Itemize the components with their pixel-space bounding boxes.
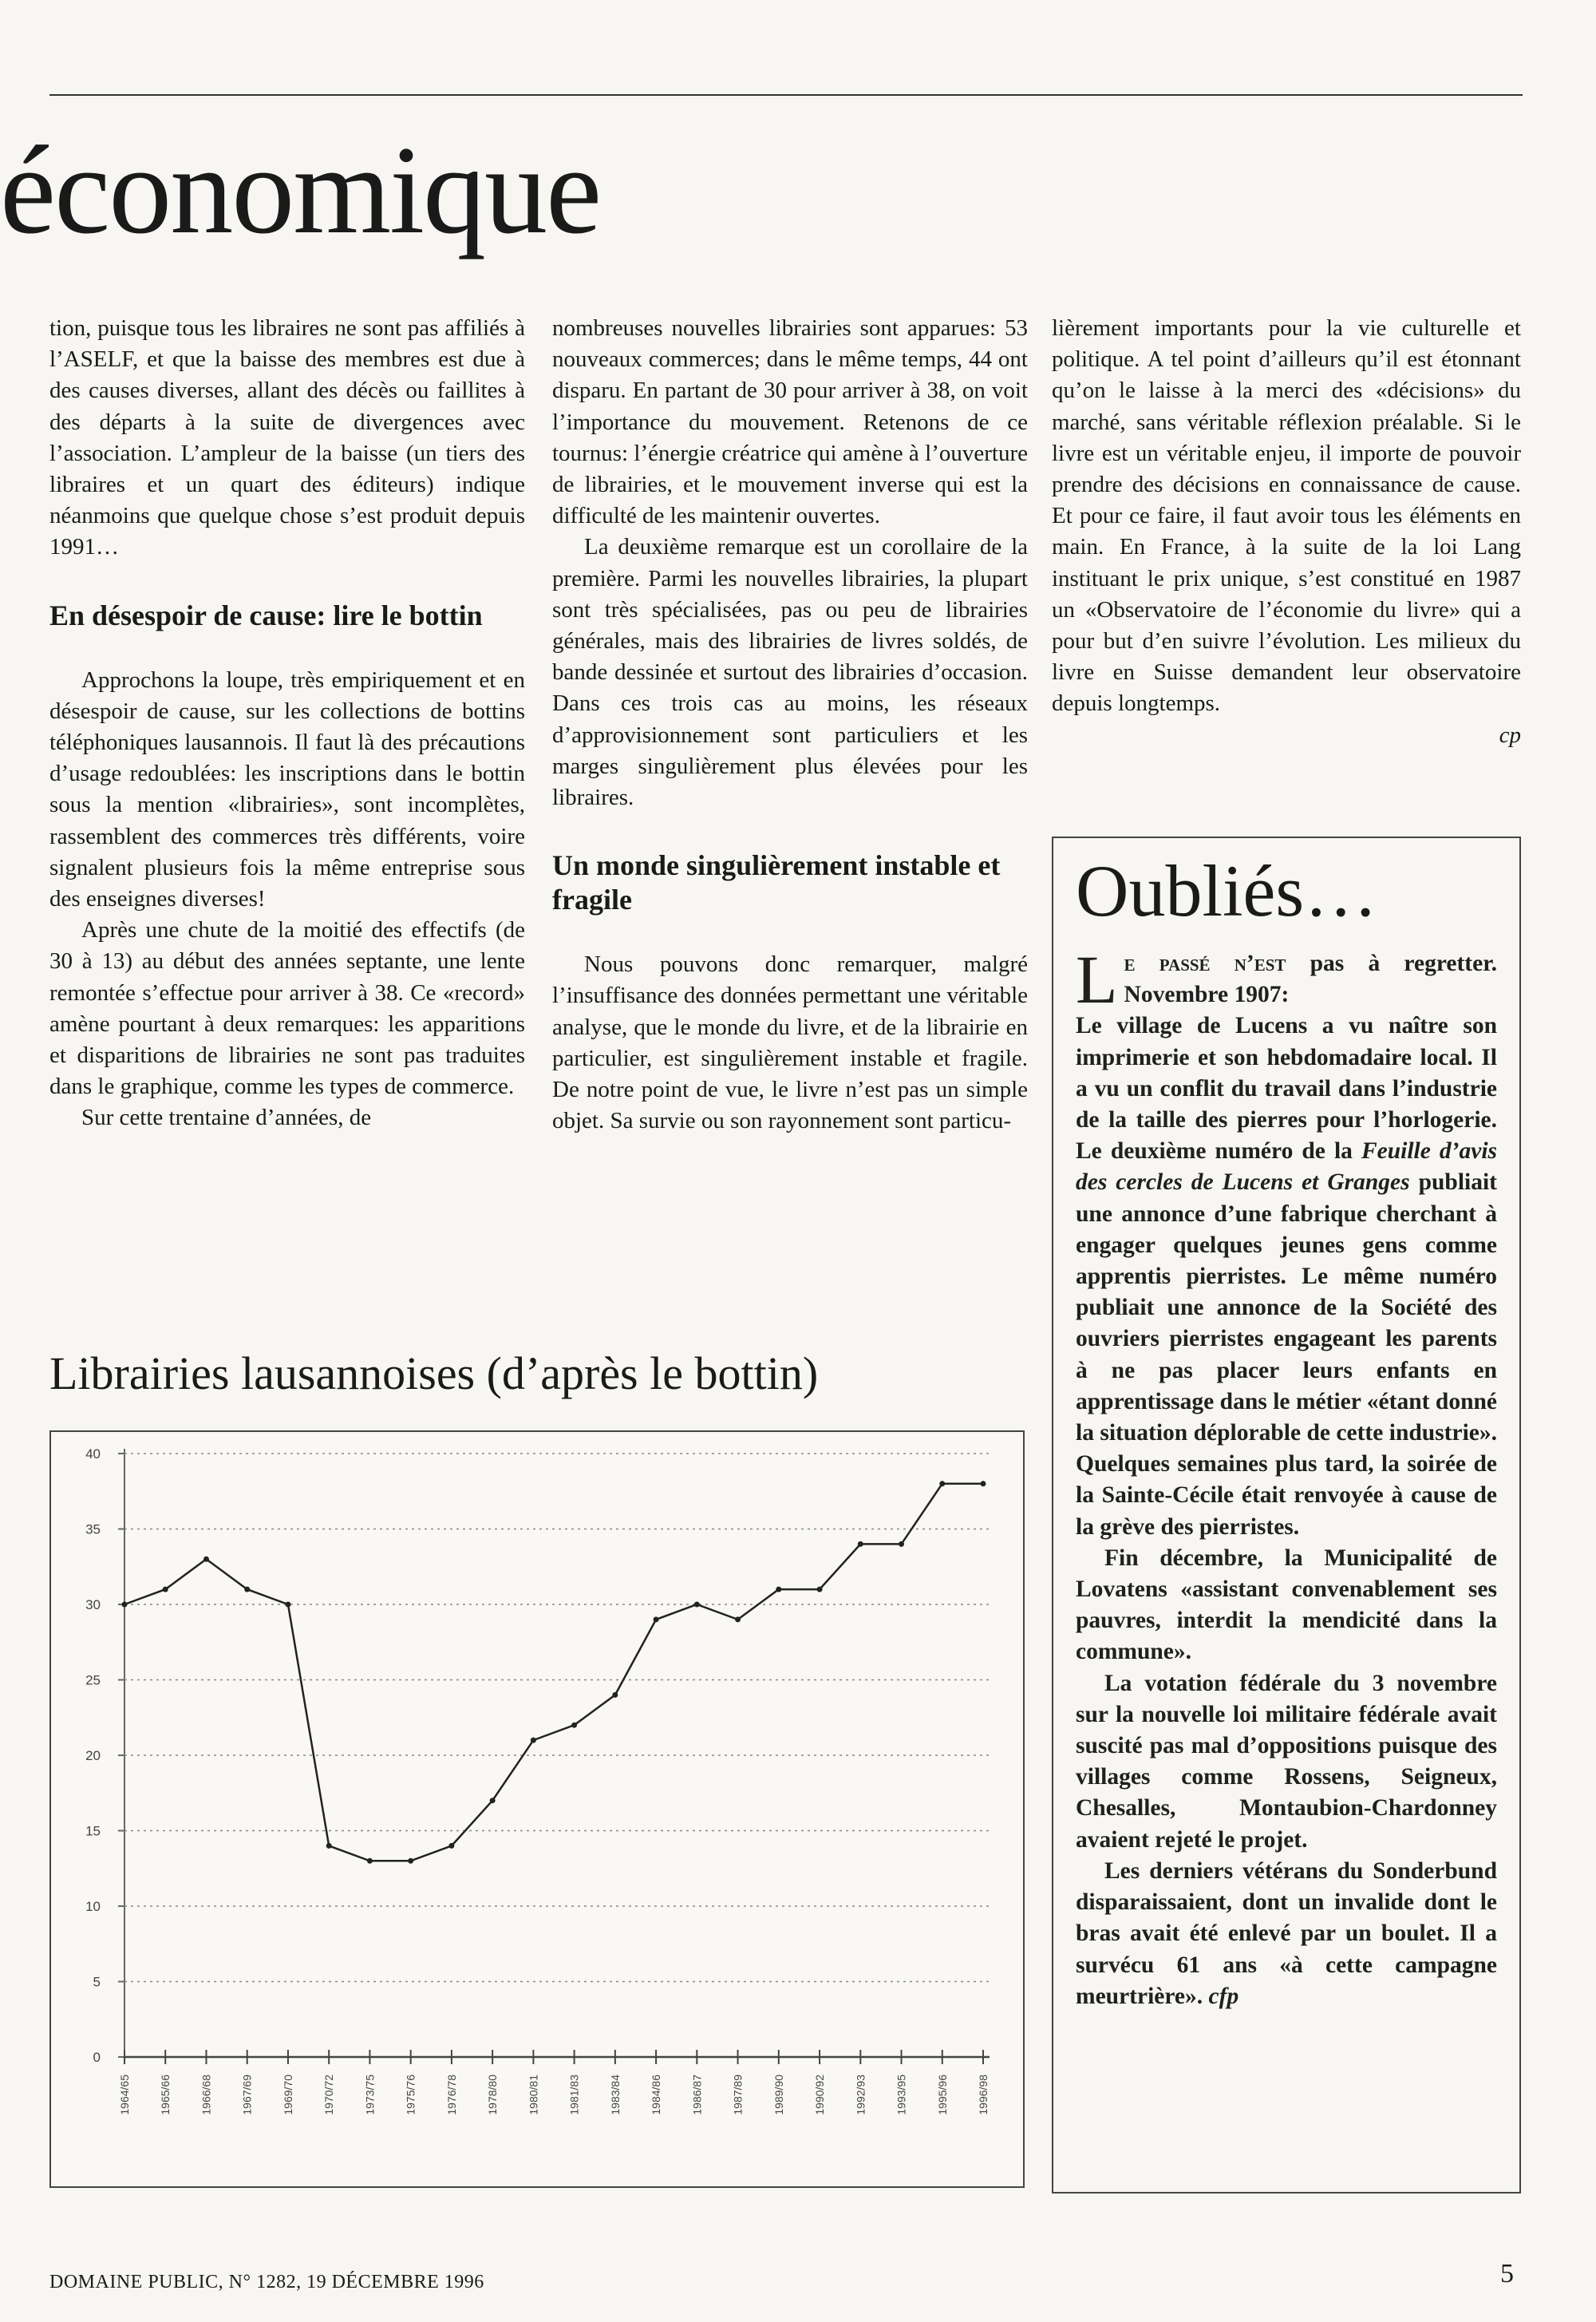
sidebar-title: Oubliés… bbox=[1076, 850, 1378, 932]
x-tick-label: 1966/68 bbox=[200, 2075, 213, 2115]
sidebar-p5-text: Les derniers vétérans du Sonderbund disparaissaient, dont un invalide dont le bras avait été enlevé par un boulet. Il a survécu 61 ans «à cette campagne meurtrière». bbox=[1076, 1857, 1497, 2009]
col1-paragraph-4: Sur cette trentaine d’années, de bbox=[81, 1105, 372, 1131]
x-tick-label: 1965/66 bbox=[159, 2075, 172, 2115]
data-point bbox=[326, 1843, 332, 1849]
col2-paragraph-3: Nous pouvons donc remarquer, malgré l’insuffisance des données permettant une véritable analyse, que le monde du livre, et de la librairie en particulier, est singulièrement instable et fragile. De notre point de vue, le livre n’est pas un simple objet. Sa survie ou son rayonnement sont particu- bbox=[552, 951, 1028, 1134]
data-point bbox=[285, 1602, 290, 1608]
column-2 bbox=[552, 313, 1028, 1137]
col2-paragraph-2: La deuxième remarque est un corollaire de la première. Parmi les nouvelles librairies, la plupart sont très spécialisées, pas ou peu de librairies générales, mais des librairies de livres soldés, de bande dessinée et surtout des librairies d’occasion. Dans ces trois cas au moins, les réseaux d’approvisionnement sont particuliers et les marges singulièrement plus élevées pour les libraires. bbox=[552, 534, 1028, 811]
data-point bbox=[163, 1587, 168, 1592]
x-tick-label: 1990/92 bbox=[813, 2075, 827, 2115]
data-point bbox=[654, 1616, 659, 1622]
x-tick-label: 1980/81 bbox=[527, 2075, 540, 2115]
x-tick-label: 1989/90 bbox=[772, 2075, 785, 2115]
x-tick-label: 1976/78 bbox=[444, 2075, 458, 2115]
data-point bbox=[981, 1481, 986, 1486]
column-3 bbox=[1052, 313, 1521, 751]
data-point bbox=[612, 1692, 618, 1698]
sidebar-paragraph-2 bbox=[1076, 1011, 1497, 1542]
data-point bbox=[367, 1858, 373, 1864]
y-tick-label: 20 bbox=[85, 1748, 101, 1763]
y-tick-label: 0 bbox=[93, 2050, 101, 2065]
sidebar-p2-a: Le village de Lucens a vu naître son imprimerie et son hebdomadaire local. Il a vu un conflit du travail dans l’industrie de la taille des pierres pour l’horlogerie. Le deuxième numéro de la bbox=[1076, 1013, 1497, 1165]
data-point bbox=[776, 1587, 781, 1592]
x-tick-label: 1970/72 bbox=[322, 2075, 336, 2115]
data-point bbox=[939, 1481, 945, 1486]
col2-paragraph-1: nombreuses nouvelles librairies sont apparues: 53 nouveaux commerces; dans le même temps, 44 ont disparu. En partant de 30 pour arriver à 38, on voit l’importance du mouvement. Retenons de ce tournus: l’énergie créatrice qui amène à l’ouverture de librairies, et le mouvement inverse qui est la difficulté de les maintenir ouvertes. bbox=[552, 315, 1028, 529]
y-tick-label: 30 bbox=[85, 1597, 101, 1612]
chart-frame bbox=[49, 1430, 1025, 2188]
x-tick-label: 1964/65 bbox=[118, 2075, 131, 2115]
data-point bbox=[858, 1541, 863, 1547]
y-tick-label: 10 bbox=[85, 1899, 101, 1914]
sidebar-paragraph-5 bbox=[1076, 1856, 1497, 2012]
y-tick-label: 5 bbox=[93, 1974, 101, 1990]
data-point bbox=[694, 1602, 700, 1608]
x-tick-label: 1973/75 bbox=[363, 2075, 377, 2115]
column-1 bbox=[49, 313, 525, 1134]
x-tick-label: 1986/87 bbox=[690, 2075, 704, 2115]
sidebar-p1-rest: pas à regretter. Novembre 1907: bbox=[1124, 951, 1497, 1008]
data-point bbox=[122, 1602, 128, 1608]
col1-paragraph-1: tion, puisque tous les libraires ne sont pas affiliés à l’ASELF, et que la baisse des membres est due à des causes diverses, allant des décès ou faillites à des départs à la suite de divergences avec l’association. L’ampleur de la baisse (un tiers des libraires et un quart des éditeurs) indique néanmoins que quelque chose s’est produit depuis 1991… bbox=[49, 315, 525, 560]
data-point bbox=[244, 1587, 250, 1592]
col3-signature: cp bbox=[1499, 722, 1521, 748]
x-tick-label: 1967/69 bbox=[240, 2075, 254, 2115]
y-tick-label: 15 bbox=[85, 1823, 101, 1839]
sidebar-p2-b: publiait une annonce d’une fabrique cherchant à engager quelques jeunes gens comme apprentis pierristes. Le même numéro publiait une annonce de la Société des ouvriers pierristes engageant les parents à ne pas placer leurs enfants en apprentissage dans le métier «étant donné la situation déplorable de cette industrie». Quelques semaines plus tard, la soirée de la Sainte-Cécile était renvoyée à cause de la grève des pierristes. bbox=[1076, 1169, 1497, 1540]
y-tick-label: 40 bbox=[85, 1446, 101, 1462]
sidebar-text bbox=[1076, 941, 1498, 2012]
data-point bbox=[899, 1541, 904, 1547]
sidebar-smallcaps: e passé n’est bbox=[1124, 951, 1286, 976]
x-tick-label: 1993/95 bbox=[895, 2075, 908, 2115]
top-rule bbox=[49, 94, 1523, 96]
sidebar-signature: cfp bbox=[1208, 1983, 1239, 2009]
x-tick-label: 1975/76 bbox=[404, 2075, 417, 2115]
x-tick-label: 1992/93 bbox=[854, 2075, 867, 2115]
x-tick-label: 1969/70 bbox=[281, 2075, 294, 2115]
sidebar-box bbox=[1052, 837, 1521, 2193]
y-tick-label: 35 bbox=[85, 1521, 101, 1537]
data-point bbox=[531, 1738, 536, 1743]
col1-paragraph-2: Approchons la loupe, très empiriquement et en désespoir de cause, sur les collections de bottins téléphoniques lausannois. Il faut là des précautions d’usage redoublées: les inscriptions dans le bottin sous la mention «librairies», sont incomplètes, rassemblent des commerces très différents, voire signalent plusieurs fois la même entreprise sous des enseignes diverses! bbox=[49, 667, 525, 912]
x-tick-label: 1995/96 bbox=[935, 2075, 949, 2115]
data-point bbox=[490, 1798, 496, 1803]
col1-subheading: En désespoir de cause: lire le bottin bbox=[49, 599, 483, 631]
data-point bbox=[203, 1557, 209, 1562]
series-line bbox=[124, 1484, 983, 1861]
data-point bbox=[817, 1587, 823, 1592]
y-tick-label: 25 bbox=[85, 1672, 101, 1688]
x-tick-label: 1987/89 bbox=[731, 2075, 745, 2115]
chart-title: Librairies lausannoises (d’après le bottin) bbox=[49, 1347, 819, 1399]
footer-publication: DOMAINE PUBLIC, N° 1282, 19 DÉCEMBRE 1996 bbox=[49, 2272, 484, 2292]
x-tick-label: 1984/86 bbox=[650, 2075, 663, 2115]
data-point bbox=[448, 1843, 454, 1849]
sidebar-paragraph-4: La votation fédérale du 3 novembre sur la nouvelle loi militaire fédérale avait suscité pas mal d’oppositions puisque des villages comme Rossens, Seigneux, Chesalles, Montaubion-Chardonney avaient rejeté le projet. bbox=[1076, 1670, 1497, 1853]
sidebar-paragraph-1 bbox=[1076, 941, 1497, 1018]
sidebar-dropcap: L bbox=[1076, 941, 1118, 1018]
footer-page-number: 5 bbox=[1500, 2259, 1514, 2288]
x-tick-label: 1983/84 bbox=[608, 2075, 622, 2115]
x-tick-label: 1978/80 bbox=[486, 2075, 500, 2115]
sidebar-paragraph-3: Fin décembre, la Municipalité de Lovatens «assistant convenablement ses pauvres, interdit la mendicité dans la commune». bbox=[1076, 1545, 1497, 1665]
col3-paragraph-1: lièrement importants pour la vie culturelle et politique. A tel point d’ailleurs qu’il est étonnant qu’on le laisse à la merci des «décisions» du marché, sans véritable réflexion préalable. Si le livre est un véritable enjeu, il importe de pouvoir prendre des décisions en connaissance de cause. Et pour ce faire, il faut avoir tous les éléments en main. En France, à la suite de la loi Lang instituant le prix unique, s’est constitué en 1987 un «Observatoire de l’économie du livre» qui a pour but d’en suivre l’évolution. Les milieux du livre en Suisse demandent leur observatoire depuis longtemps. bbox=[1052, 315, 1521, 717]
x-tick-label: 1996/98 bbox=[977, 2075, 990, 2115]
data-point bbox=[571, 1723, 577, 1728]
headline: économique bbox=[0, 121, 601, 260]
data-point bbox=[735, 1616, 741, 1622]
line-chart bbox=[51, 1432, 1023, 2186]
sidebar-p2-italic: Feuille d’avis des cercles de Lucens et Granges bbox=[1076, 1138, 1498, 1196]
x-tick-label: 1981/83 bbox=[567, 2075, 581, 2115]
data-point bbox=[408, 1858, 413, 1864]
col2-subheading: Un monde singulièrement instable et fragile bbox=[552, 849, 1001, 916]
col1-paragraph-3: Après une chute de la moitié des effectifs (de 30 à 13) au début des années septante, une lente remontée s’effectue pour arriver à 38. Ce «record» amène pourtant à deux remarques: les apparitions et disparitions de librairies ne sont pas traduites dans le graphique, comme les types de commerce. bbox=[49, 917, 525, 1100]
